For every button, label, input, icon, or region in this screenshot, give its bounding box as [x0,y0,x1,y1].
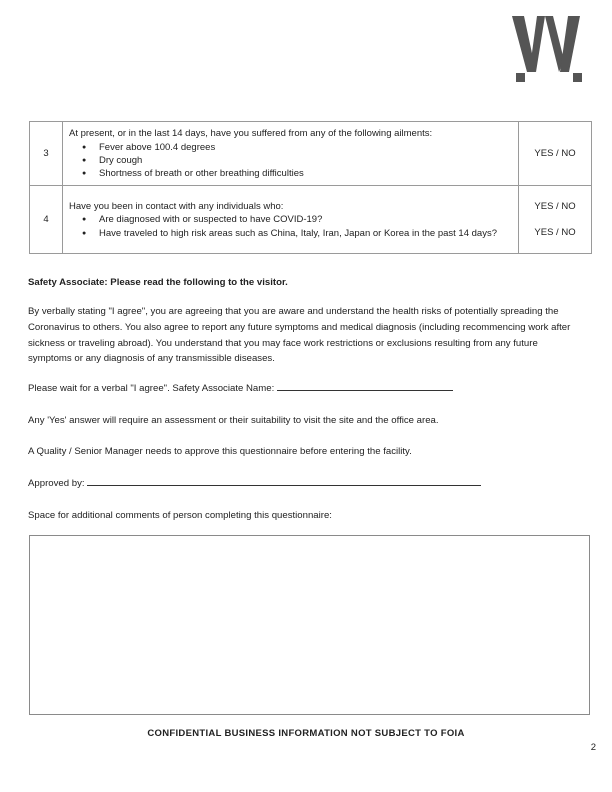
question-text [63,122,519,186]
yes-no-answer[interactable]: YES / NO [534,147,576,159]
list-item: ● Shortness of breath or other breathing difficulties [69,167,514,180]
question-intro: Have you been in contact with any individuals who: [69,200,284,212]
approved-by-field[interactable] [87,476,481,486]
yes-no-answer[interactable]: YES / NO [534,227,576,238]
yes-no-answer[interactable]: YES / NO [534,200,576,212]
confidential-footer: CONFIDENTIAL BUSINESS INFORMATION NOT SUBJECT TO FOIA [147,728,465,739]
question-text [63,186,519,254]
question-intro: At present, or in the last 14 days, have you suffered from any of the following ailments: [69,128,433,140]
answer-cell [519,122,592,186]
approval-note: A Quality / Senior Manager needs to approve this questionnaire before entering the facility. [28,446,412,457]
list-item: ● Dry cough [69,154,514,167]
questions-table [29,121,592,254]
logo-w-inner-right [545,16,564,72]
answer-cell [519,186,592,254]
question-row-4 [30,186,592,254]
question-row-3 [30,122,592,186]
comments-box[interactable] [29,535,590,715]
logo-w-inner-left [531,16,545,72]
logo-w-left-stroke [512,16,536,72]
ailment-list [69,141,514,181]
question-number: 4 [30,186,63,254]
logo-left-dot [516,73,525,82]
comments-label: Space for additional comments of person completing this questionnaire: [28,510,332,521]
agreement-paragraph: By verbally stating "I agree", you are agreeing that you are aware and understand the health risks of potentially spreading the Coronavirus to others. You also agree to report any future symptoms and medical diagnosis (including recommencing work after sickness or traveling abroad). You understand that you may face work restrictions or exclusions resulting from any future symptoms or any diagnosis of any transmissible diseases. [28,306,571,365]
logo-right-dot [573,73,582,82]
answer-spacer [520,213,590,226]
approved-by-label: Approved by: [28,478,85,489]
safety-associate-name-field[interactable] [277,381,453,391]
safety-heading: Safety Associate: Please read the following to the visitor. [28,277,288,288]
list-item: ● Have traveled to high risk areas such as China, Italy, Iran, Japan or Korea in the past 14 days? [69,227,514,240]
yes-answer-note: Any 'Yes' answer will require an assessment or their suitability to visit the site and the office area. [28,415,439,426]
wait-line [28,381,578,397]
question-number: 3 [30,122,63,186]
wait-label: Please wait for a verbal "I agree". Safety Associate Name: [28,383,275,394]
page-number: 2 [590,742,596,753]
company-logo [510,16,586,84]
logo-w-right-stroke [560,16,580,72]
list-item: ● Fever above 100.4 degrees [69,141,514,154]
contact-list [69,213,514,240]
approved-by-line [28,476,578,492]
list-item: ● Are diagnosed with or suspected to have COVID-19? [69,213,514,226]
